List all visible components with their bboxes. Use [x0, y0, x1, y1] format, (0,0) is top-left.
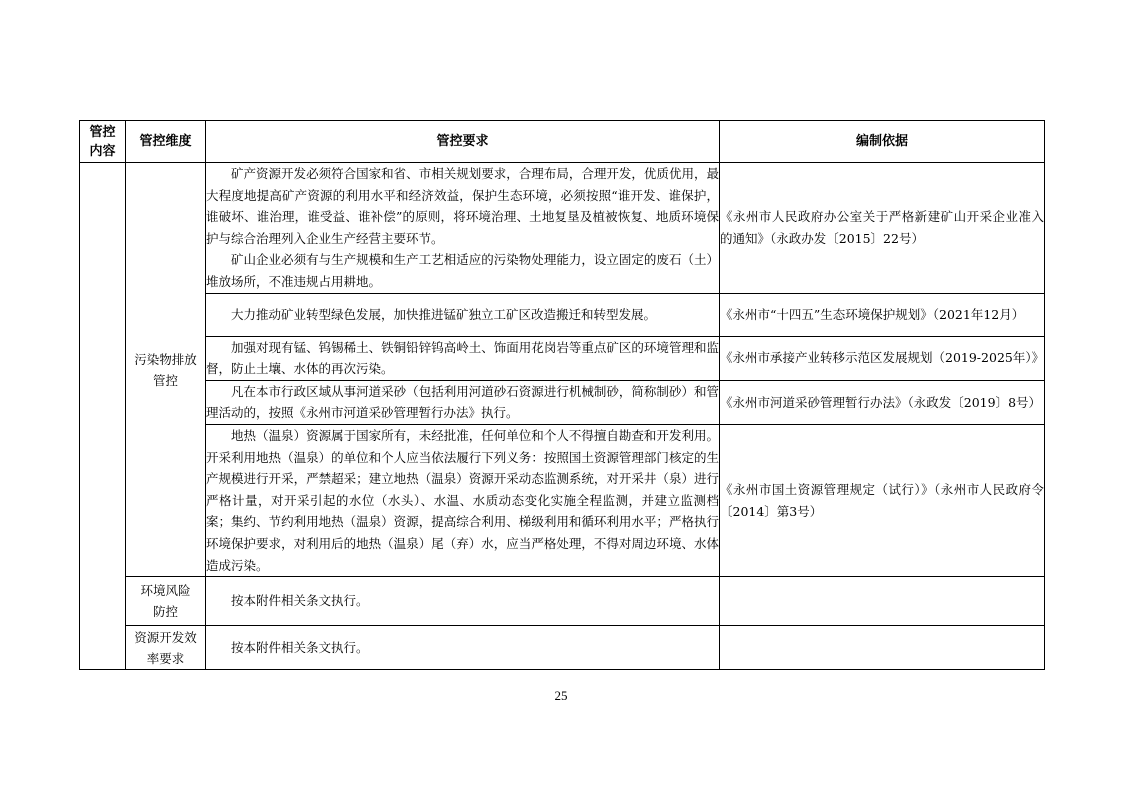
requirement-paragraph: 矿山企业必须有与生产规模和生产工艺相适应的污染物处理能力，设立固定的废石（土）堆放场所，不准违规占用耕地。 — [206, 252, 719, 289]
table-row — [80, 577, 1045, 626]
requirement-cell — [206, 424, 720, 576]
header-requirement: 管控要求 — [206, 121, 720, 163]
header-content: 管控 内容 — [80, 121, 126, 163]
requirement-paragraph: 大力推动矿业转型绿色发展，加快推进锰矿独立工矿区改造搬迁和转型发展。 — [231, 306, 657, 322]
table-row — [80, 626, 1045, 670]
table-row — [80, 380, 1045, 424]
basis-cell: 《永州市承接产业转移示范区发展规划（2019-2025年）》 — [720, 336, 1045, 380]
header-dimension: 管控维度 — [126, 121, 206, 163]
requirement-cell — [206, 293, 720, 336]
requirement-paragraph: 凡在本市行政区域从事河道采砂（包括利用河道砂石资源进行机械制砂，简称制砂）和管理活动的，按照《永州市河道采砂管理暂行办法》执行。 — [206, 383, 719, 421]
dimension-risk: 环境风险防控 — [126, 577, 206, 626]
basis-cell: 《永州市国土资源管理规定（试行）》（永州市人民政府令〔2014〕第3号） — [720, 424, 1045, 576]
requirement-paragraph: 按本附件相关条文执行。 — [231, 639, 369, 655]
requirement-cell — [206, 577, 720, 626]
requirement-paragraph: 加强对现有锰、钨锡稀土、铁铜铅锌钨高岭土、饰面用花岗岩等重点矿区的环境管理和监督，防止土壤、水体的再次污染。 — [206, 339, 719, 377]
content-cell — [80, 163, 126, 670]
control-requirements-table — [79, 120, 1045, 670]
requirement-paragraph: 地热（温泉）资源属于国家所有，未经批准，任何单位和个人不得擅自勘查和开发利用。开采利用地热（温泉）的单位和个人应当依法履行下列义务：按照国土资源管理部门核定的生产规模进行开采，严禁超采；建立地热（温泉）资源开采动态监测系统，对开采井（泉）进行严格计量，对开采引起的水位（水头）、水温、水质动态变化实施全程监测，并建立监测档案；集约、节约利用地热（温泉）资源，提高综合利用、梯级利用和循环利用水平；严格执行环境保护要求，对利用后的地热（温泉）尾（弃）水，应当严格处理，不得对周边环境、水体造成污染。 — [206, 427, 719, 573]
header-basis: 编制依据 — [720, 121, 1045, 163]
requirement-cell — [206, 163, 720, 294]
dimension-efficiency: 资源开发效率要求 — [126, 626, 206, 670]
requirement-paragraph: 按本附件相关条文执行。 — [231, 593, 369, 609]
dimension-pollution: 污染物排放管控 — [126, 163, 206, 577]
table-row — [80, 163, 1045, 294]
basis-cell — [720, 577, 1045, 626]
requirement-paragraph: 矿产资源开发必须符合国家和省、市相关规划要求，合理布局，合理开发，优质优用，最大程度地提高矿产资源的利用水平和经济效益，保护生态环境，必须按照“谁开发、谁保护，谁破坏、谁治理，谁受益、谁补偿”的原则，将环境治理、土地复垦及植被恢复、地质环境保护与综合治理列入企业生产经营主要环节。 — [206, 166, 719, 246]
page-number: 25 — [554, 688, 568, 703]
requirement-cell — [206, 336, 720, 380]
table-row — [80, 293, 1045, 336]
requirement-cell — [206, 380, 720, 424]
basis-cell: 《永州市人民政府办公室关于严格新建矿山开采企业准入的通知》（永政办发〔2015〕22号） — [720, 163, 1045, 294]
table-header-row — [80, 121, 1045, 163]
table-row — [80, 336, 1045, 380]
basis-cell: 《永州市“十四五”生态环境保护规划》（2021年12月） — [720, 293, 1045, 336]
basis-cell: 《永州市河道采砂管理暂行办法》（永政发〔2019〕8号） — [720, 380, 1045, 424]
table-row — [80, 424, 1045, 576]
requirement-cell — [206, 626, 720, 670]
basis-cell — [720, 626, 1045, 670]
